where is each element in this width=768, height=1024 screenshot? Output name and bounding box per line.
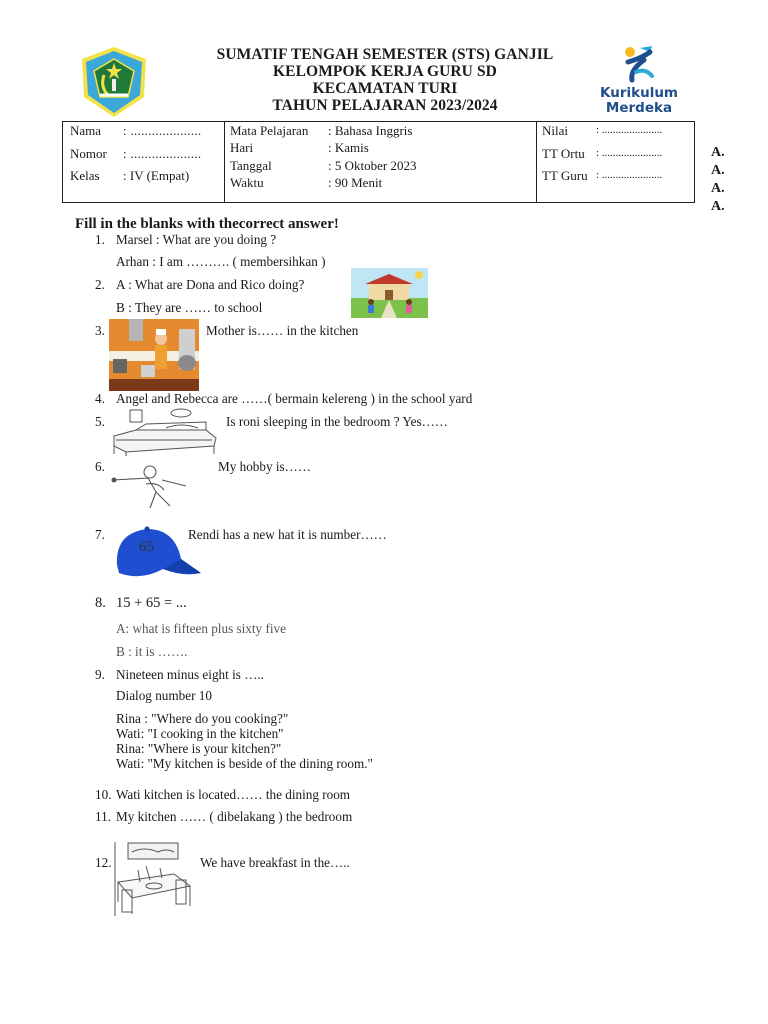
name-blank: .................... [130, 123, 202, 138]
question-8-line-b: B : it is ……. [116, 644, 188, 659]
header-line-1: SUMATIF TENGAH SEMESTER (STS) GANJIL [216, 46, 554, 63]
logo-text-kurikulum: Kurikulum [599, 85, 678, 101]
number-blank: .................... [130, 146, 202, 161]
dancing-sketch-image [110, 462, 202, 514]
question-5-number: 5. [95, 414, 105, 429]
question-text: Marsel : What are you doing ? [116, 232, 277, 247]
question-text: Angel and Rebecca are ……( bermain kelereng ) in the school yard [116, 391, 473, 406]
question-1 [95, 232, 276, 248]
question-10 [95, 787, 350, 803]
question-number: 1. [95, 232, 105, 247]
question-9 [95, 667, 264, 683]
number-field[interactable] [123, 146, 201, 161]
dialog-line: Wati: "I cooking in the kitchen" [116, 726, 284, 741]
question-4 [95, 391, 472, 407]
dialog-title: Dialog number 10 [116, 688, 212, 703]
class-text: IV (Empat) [129, 168, 190, 183]
cap-number: 65 [139, 539, 154, 555]
student-info-table [62, 121, 695, 203]
question-8 [95, 595, 187, 611]
kurikulum-merdeka-logo [596, 44, 682, 116]
time-value: : 90 Menit [328, 175, 383, 190]
student-info-column [63, 122, 225, 202]
question-number: 8. [95, 595, 106, 611]
question-3-text: Mother is…… in the kitchen [206, 323, 359, 338]
side-mark: A. [711, 199, 725, 214]
math-expression: 15 + 65 = ... [116, 595, 187, 611]
question-6-number: 6. [95, 459, 105, 474]
day-value: : Kamis [328, 140, 369, 155]
subject-value: : Bahasa Inggris [328, 123, 413, 138]
question-11 [95, 809, 352, 825]
side-mark: A. [711, 145, 725, 160]
class-label: Kelas [70, 168, 100, 183]
class-value [123, 168, 189, 183]
side-mark: A. [711, 163, 725, 178]
name-label: Nama [70, 123, 102, 138]
school-kids-image [351, 268, 428, 318]
signature-column [536, 122, 694, 202]
question-number: 11. [95, 809, 111, 824]
sep: : [123, 123, 127, 138]
question-3-number: 3. [95, 323, 105, 338]
header-line-4: TAHUN PELAJARAN 2023/2024 [272, 97, 498, 114]
bedroom-sketch-image [106, 408, 219, 456]
subject-info-column [224, 122, 537, 202]
sep: : [123, 168, 127, 183]
teacher-sign-label: TT Guru [542, 168, 588, 183]
score-field[interactable]: : ...................... [596, 124, 663, 136]
kurikulum-merdeka-logo-icon [622, 44, 656, 84]
question-text: Wati kitchen is located…… the dining room [116, 787, 351, 802]
date-label: Tanggal [230, 158, 272, 173]
regency-emblem-icon [78, 45, 150, 119]
question-7-number: 7. [95, 527, 105, 542]
question-text: A : What are Dona and Rico doing? [116, 277, 305, 292]
score-label: Nilai [542, 123, 568, 138]
date-value: : 5 Oktober 2023 [328, 158, 417, 173]
side-mark: A. [711, 181, 725, 196]
time-label: Waktu [230, 175, 264, 190]
dialog-line: Rina: "Where is your kitchen?" [116, 741, 282, 756]
logo-text-merdeka: Merdeka [605, 100, 673, 116]
header-line-3: KECAMATAN TURI [312, 80, 458, 97]
question-number: 10. [95, 787, 112, 802]
day-label: Hari [230, 140, 254, 155]
name-field[interactable] [123, 123, 201, 138]
question-1-answer-line: Arhan : I am ………. ( membersihkan ) [116, 254, 326, 269]
question-text: My kitchen …… ( dibelakang ) the bedroom [116, 809, 353, 824]
question-6-text: My hobby is…… [218, 459, 312, 474]
parent-sign-label: TT Ortu [542, 146, 585, 161]
teacher-sign-field[interactable]: : ...................... [596, 169, 663, 181]
question-8-line-a: A: what is fifteen plus sixty five [116, 621, 286, 636]
mother-cooking-kitchen-image [109, 319, 199, 391]
dialog-line: Rina : "Where do you cooking?" [116, 711, 289, 726]
question-2-answer-line: B : They are …… to school [116, 300, 263, 315]
sep: : [123, 146, 127, 161]
question-2 [95, 277, 304, 293]
dining-room-sketch-image [114, 842, 194, 916]
question-number: 4. [95, 391, 105, 406]
question-12-number: 12. [95, 855, 112, 870]
question-5-text: Is roni sleeping in the bedroom ? Yes…… [226, 414, 448, 429]
header-line-2: KELOMPOK KERJA GURU SD [273, 63, 497, 80]
dialog-line: Wati: "My kitchen is beside of the dining room." [116, 756, 373, 771]
number-label: Nomor [70, 146, 107, 161]
parent-sign-field[interactable]: : ...................... [596, 147, 663, 159]
question-number: 2. [95, 277, 105, 292]
question-12-text: We have breakfast in the….. [200, 855, 350, 870]
question-number: 9. [95, 667, 105, 682]
exam-header-title [150, 46, 620, 114]
subject-label: Mata Pelajaran [230, 123, 309, 138]
question-7-text: Rendi has a new hat it is number…… [188, 527, 387, 542]
question-text: Nineteen minus eight is ….. [116, 667, 264, 682]
instruction-heading: Fill in the blanks with thecorrect answer! [75, 216, 339, 232]
